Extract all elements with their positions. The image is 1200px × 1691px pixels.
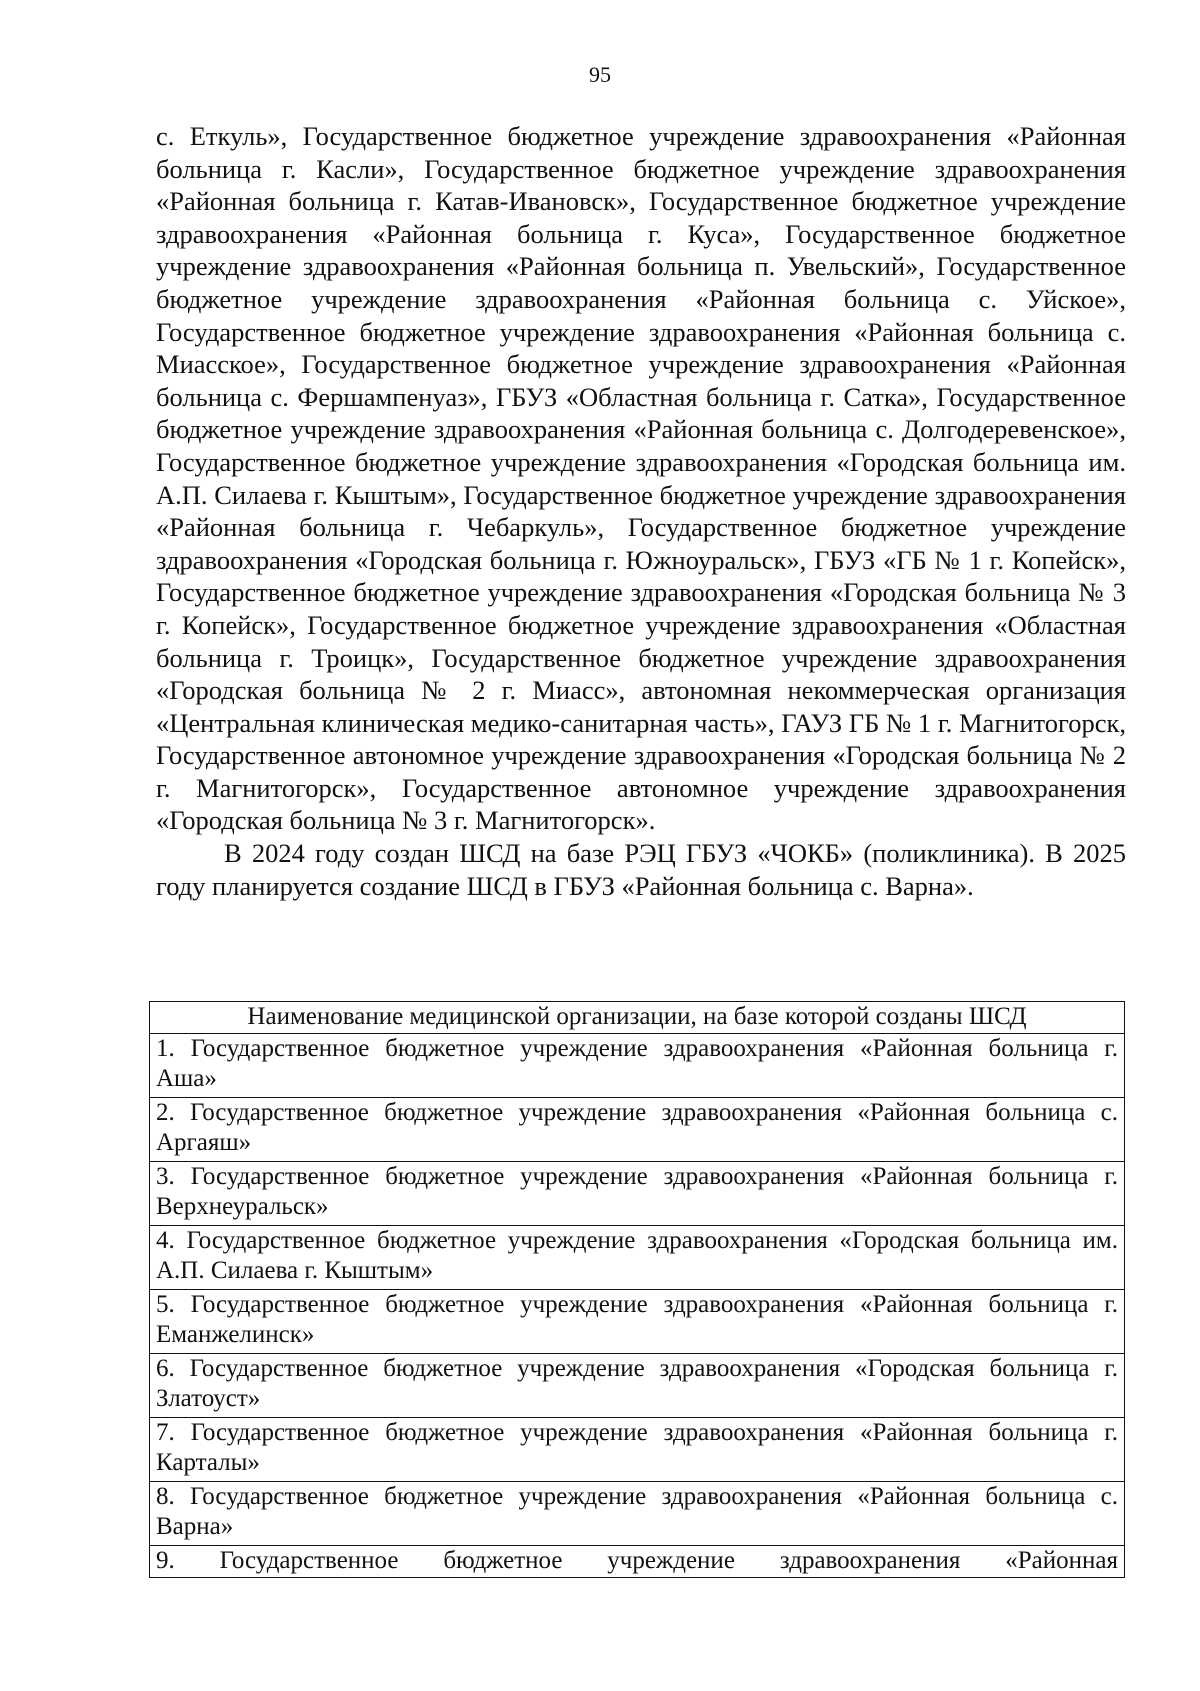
table-header-row bbox=[150, 1002, 1125, 1034]
table-cell: 4. Государственное бюджетное учреждение здравоохранения «Городская больница им. А.П. Силаева г. Кыштым» bbox=[150, 1226, 1125, 1290]
table-row bbox=[150, 1034, 1125, 1098]
row-9-word: Государственное bbox=[219, 1547, 399, 1574]
table-row bbox=[150, 1418, 1125, 1482]
row-9-number: 9. bbox=[156, 1547, 175, 1574]
row-9-word: учреждение bbox=[607, 1547, 735, 1574]
table-cell: 6. Государственное бюджетное учреждение здравоохранения «Городская больница г. Златоуст» bbox=[150, 1354, 1125, 1418]
table-row-truncated bbox=[150, 1546, 1125, 1578]
table-row bbox=[150, 1162, 1125, 1226]
row-9-word: «Районная bbox=[1005, 1547, 1118, 1574]
table-cell: 1. Государственное бюджетное учреждение здравоохранения «Районная больница г. Аша» bbox=[150, 1034, 1125, 1098]
table-row bbox=[150, 1482, 1125, 1546]
row-9-word: бюджетное bbox=[443, 1547, 563, 1574]
table-cell: 8. Государственное бюджетное учреждение здравоохранения «Районная больница с. Варна» bbox=[150, 1482, 1125, 1546]
table-cell: 2. Государственное бюджетное учреждение здравоохранения «Районная больница с. Аргаяш» bbox=[150, 1098, 1125, 1162]
table-cell: 5. Государственное бюджетное учреждение здравоохранения «Районная больница г. Еманжелинск» bbox=[150, 1290, 1125, 1354]
page-number: 95 bbox=[589, 62, 611, 87]
paragraph-institutions-list: с. Еткуль», Государственное бюджетное учреждение здравоохранения «Районная больница г. Касли», Государственное бюджетное учреждение здравоохранения «Районная больница г. Катав-Ивановск», Государственное бюджетное учреждение здравоохранения «Районная больница г. Куса», Государственное бюджетное учреждение здравоохранения «Районная больница п. Увельский», Государственное бюджетное учреждение здравоохранения «Районная больница с. Уйское», Государственное бюджетное учреждение здравоохранения «Районная больница с. Миасское», Государственное бюджетное учреждение здравоохранения «Районная больница с. Фершампенуаз», ГБУЗ «Областная больница г. Сатка», Государственное бюджетное учреждение здравоохранения «Районная больница с. Долгодеревенское», Государственное бюджетное учреждение здравоохранения «Городская больница им. А.П. Силаева г. Кыштым», Государственное бюджетное учреждение здравоохранения «Районная больница г. Чебаркуль», Государственное бюджетное учреждение здравоохранения «Городская больница г. Южноуральск», ГБУЗ «ГБ № 1 г. Копейск», Государственное бюджетное учреждение здравоохранения «Городская больница № 3 г. Копейск», Государственное бюджетное учреждение здравоохранения «Областная больница г. Троицк», Государственное бюджетное учреждение здравоохранения «Городская больница № 2 г. Миасс», автономная некоммерческая организация «Центральная клиническая медико-санитарная часть», ГАУЗ ГБ № 1 г. Магнитогорск, Государственное автономное учреждение здравоохранения «Городская больница № 2 г. Магнитогорск», Государственное автономное учреждение здравоохранения «Городская больница № 3 г. Магнитогорск». bbox=[156, 121, 1126, 836]
table-row bbox=[150, 1354, 1125, 1418]
organizations-table bbox=[149, 1001, 1125, 1578]
table-row bbox=[150, 1226, 1125, 1290]
paragraph-2024-2025-plan: В 2024 году создан ШСД на базе РЭЦ ГБУЗ «ЧОКБ» (поликлиника). В 2025 году планируется создание ШСД в ГБУЗ «Районная больница с. Варна». bbox=[156, 838, 1126, 901]
table-row bbox=[150, 1098, 1125, 1162]
table-cell: 7. Государственное бюджетное учреждение здравоохранения «Районная больница г. Карталы» bbox=[150, 1418, 1125, 1482]
table-cell: 3. Государственное бюджетное учреждение здравоохранения «Районная больница г. Верхнеуральск» bbox=[150, 1162, 1125, 1226]
body-text bbox=[156, 120, 1126, 902]
table-header-cell: Наименование медицинской организации, на базе которой созданы ШСД bbox=[150, 1002, 1125, 1034]
row-9-word: здравоохранения bbox=[779, 1547, 961, 1574]
table-cell-truncated bbox=[150, 1546, 1125, 1578]
table-row bbox=[150, 1290, 1125, 1354]
